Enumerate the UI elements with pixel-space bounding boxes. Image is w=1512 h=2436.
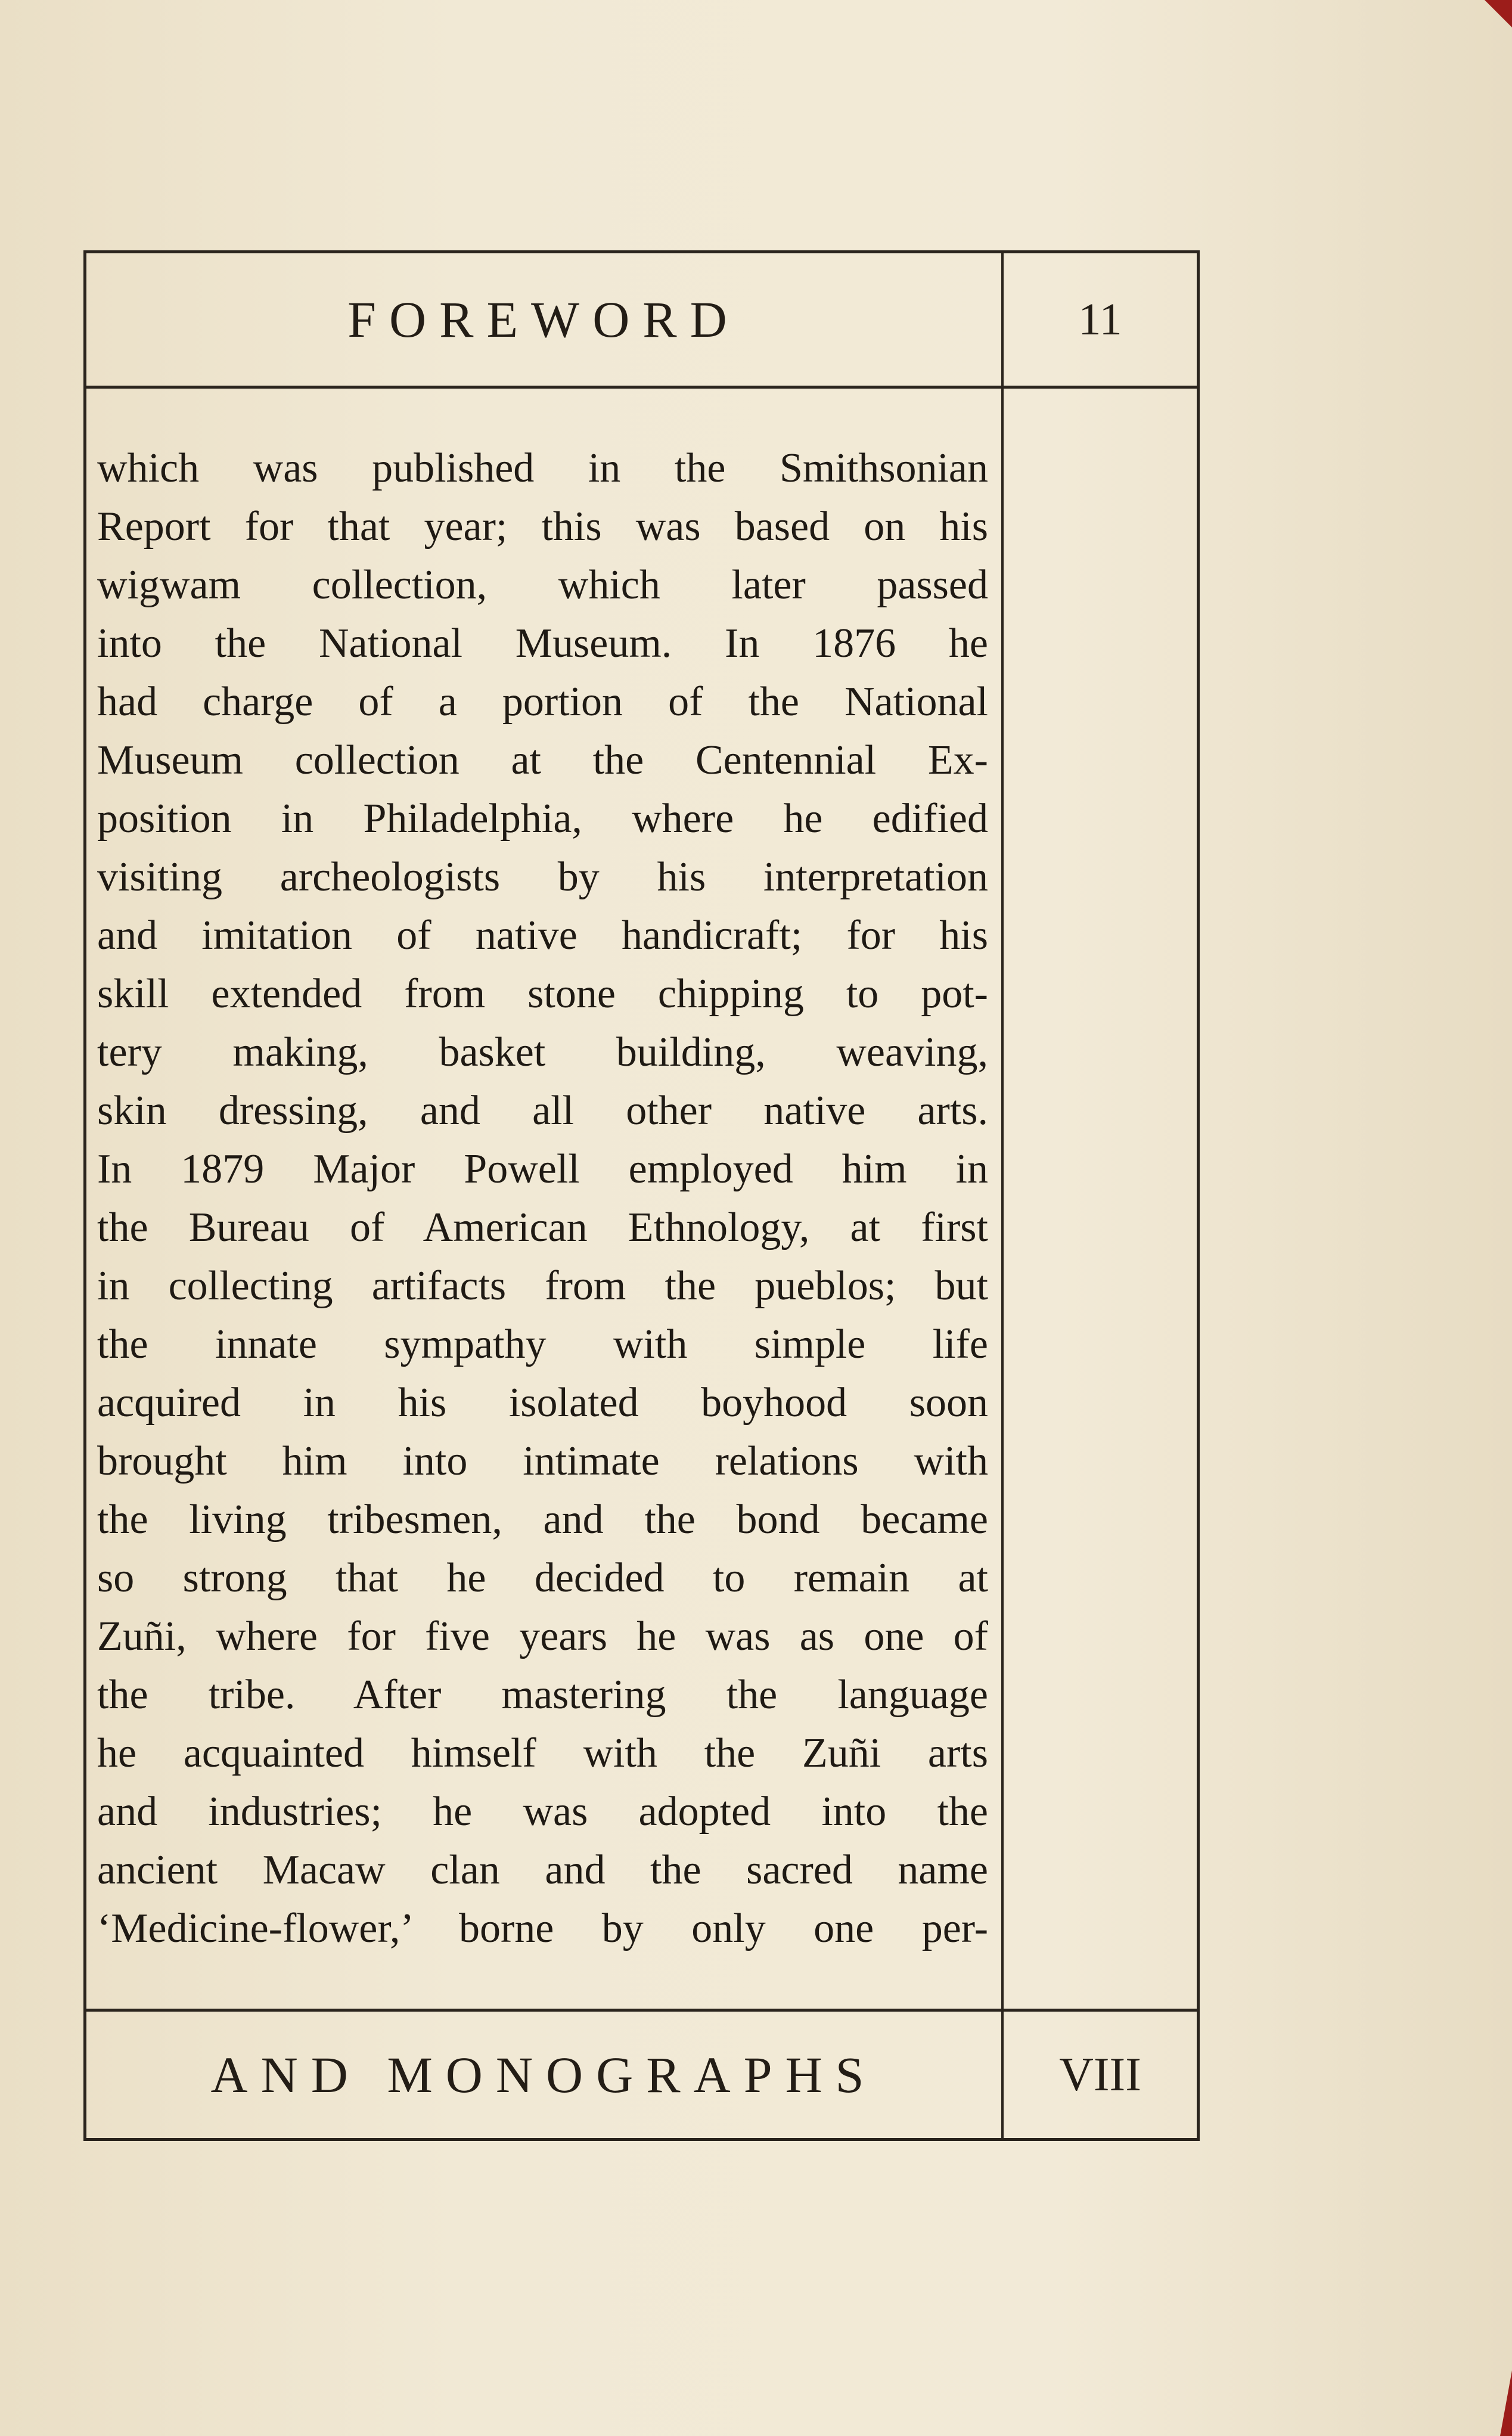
text-line: the innate sympathy with simple life <box>97 1321 988 1367</box>
header-rule <box>86 386 1197 389</box>
page-number: 11 <box>1078 294 1122 345</box>
text-line: In 1879 Major Powell employed him in <box>97 1146 988 1192</box>
text-line: in collecting artifacts from the pueblos; but <box>97 1263 988 1309</box>
text-line: and imitation of native handicraft; for his <box>97 913 988 958</box>
page-frame <box>83 250 1200 2141</box>
text-line: the Bureau of American Ethnology, at first <box>97 1205 988 1250</box>
body-text <box>97 439 988 1958</box>
text-line: Zuñi, where for five years he was as one of <box>97 1613 988 1659</box>
text-line: wigwam collection, which later passed <box>97 562 988 608</box>
running-footer-title: AND MONOGRAPHS <box>210 2046 877 2103</box>
text-line: Report for that year; this was based on his <box>97 504 988 550</box>
text-line: ‘Medicine-flower,’ borne by only one per- <box>97 1906 988 1951</box>
text-line: acquired in his isolated boyhood soon <box>97 1380 988 1426</box>
text-line: ancient Macaw clan and the sacred name <box>97 1847 988 1893</box>
running-header-title: FOREWORD <box>347 291 740 348</box>
text-line: position in Philadelphia, where he edified <box>97 796 988 842</box>
text-line: visiting archeologists by his interpretation <box>97 854 988 900</box>
text-line: had charge of a portion of the National <box>97 679 988 725</box>
text-line: Museum collection at the Centennial Ex- <box>97 737 988 783</box>
text-line: which was published in the Smithsonian <box>97 445 988 491</box>
page-corner-edge <box>1485 0 1512 27</box>
volume-number: VIII <box>1059 2048 1141 2101</box>
text-line: tery making, basket building, weaving, <box>97 1029 988 1075</box>
text-line: the tribe. After mastering the language <box>97 1672 988 1718</box>
text-line: he acquainted himself with the Zuñi arts <box>97 1730 988 1776</box>
text-line: so strong that he decided to remain at <box>97 1555 988 1601</box>
page-corner-edge-bottom <box>1500 2370 1512 2436</box>
text-line: skin dressing, and all other native arts. <box>97 1088 988 1134</box>
text-line: the living tribesmen, and the bond became <box>97 1497 988 1543</box>
text-line: skill extended from stone chipping to pot- <box>97 971 988 1017</box>
text-line: brought him into intimate relations with <box>97 1438 988 1484</box>
text-line: into the National Museum. In 1876 he <box>97 620 988 666</box>
text-line: and industries; he was adopted into the <box>97 1789 988 1835</box>
column-divider <box>1001 253 1004 2138</box>
